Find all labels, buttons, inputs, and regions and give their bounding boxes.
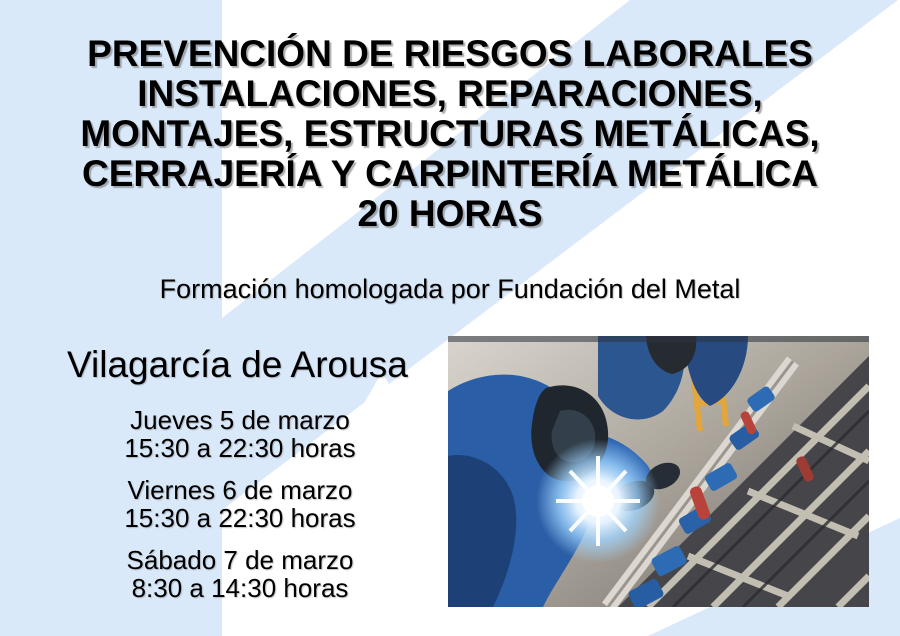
schedule-day: Viernes 6 de marzo <box>127 475 353 505</box>
course-title <box>0 34 900 234</box>
schedule-day: Jueves 5 de marzo <box>130 405 350 435</box>
schedule-item <box>70 406 410 462</box>
schedule-hours: 8:30 a 14:30 horas <box>131 573 349 603</box>
title-line-5: 20 HORAS <box>357 193 543 234</box>
schedule-day: Sábado 7 de marzo <box>126 545 354 575</box>
location-title: Vilagarcía de Arousa <box>67 344 408 385</box>
title-line-2: INSTALACIONES, REPARACIONES, <box>137 73 763 114</box>
welding-photo-illustration <box>448 336 869 607</box>
title-line-3: MONTAJES, ESTRUCTURAS METÁLICAS, <box>80 113 820 154</box>
title-line-4: CERRAJERÍA Y CARPINTERÍA METÁLICA <box>82 153 818 194</box>
schedule-item <box>70 546 410 602</box>
schedule-item <box>70 476 410 532</box>
title-line-1: PREVENCIÓN DE RIESGOS LABORALES <box>87 33 813 74</box>
schedule-hours: 15:30 a 22:30 horas <box>124 433 356 463</box>
schedule-list <box>70 406 410 616</box>
homologation-subtitle: Formación homologada por Fundación del Metal <box>159 274 741 304</box>
welding-photo <box>448 336 869 607</box>
schedule-hours: 15:30 a 22:30 horas <box>124 503 356 533</box>
